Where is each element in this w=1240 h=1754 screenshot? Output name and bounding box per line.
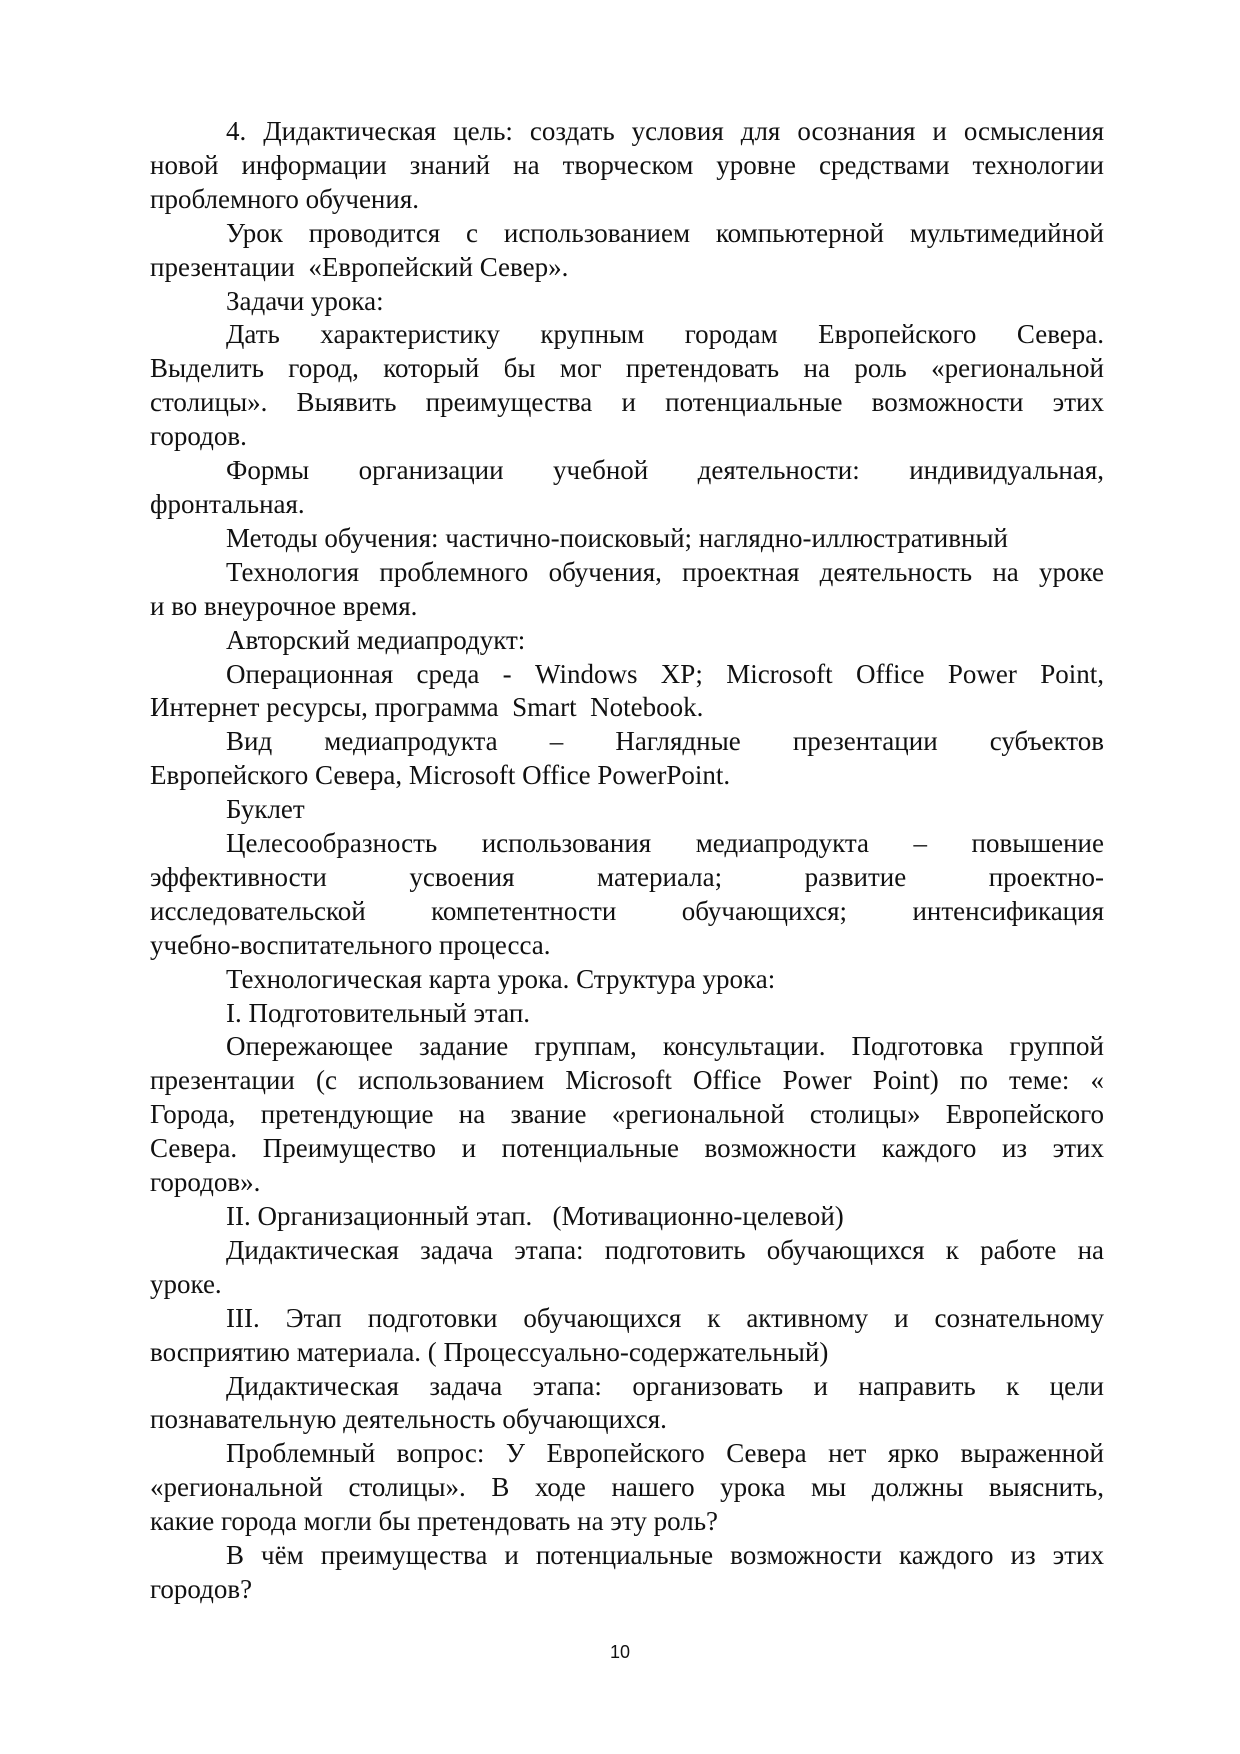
text-line: городов». [150,1167,261,1198]
text-line: Целесообразность использования медиапродукта – повышение [226,828,1104,859]
paragraph [150,454,1104,522]
text-line: Дать характеристику крупным городам Европейского Севера. [226,319,1104,350]
text-line: Проблемный вопрос: У Европейского Севера нет ярко выраженной [226,1438,1104,1469]
paragraph [150,522,1104,556]
text-line: городов? [150,1573,253,1604]
paragraph [150,1030,1104,1200]
paragraph [150,725,1104,793]
text-line: восприятию материала. ( Процессуально-содержательный) [150,1336,829,1367]
paragraph [150,1200,1104,1234]
paragraph [150,318,1104,454]
document-body [150,115,1104,1607]
text-line: Задачи урока: [226,285,384,316]
text-line: проблемного обучения. [150,183,419,214]
text-line: познавательную деятельность обучающихся. [150,1404,667,1435]
text-line: Технологическая карта урока. Структура урока: [226,963,776,994]
text-line: эффективности усвоения материала; развитие проектно- [150,861,1104,892]
text-line: Операционная среда - Windows XP; Microsoft Office Power Point, [226,658,1104,689]
text-line: новой информации знаний на творческом уровне средствами технологии [150,149,1104,180]
text-line: какие города могли бы претендовать на эту роль? [150,1506,719,1537]
paragraph [150,1370,1104,1438]
paragraph [150,658,1104,726]
paragraph [150,624,1104,658]
paragraph [150,963,1104,997]
text-line: Авторский медиапродукт: [226,624,526,655]
text-line: презентации (с использованием Microsoft Office Power Point) по теме: « [150,1065,1104,1096]
text-line: Опережающее задание группам, консультации. Подготовка группой [226,1031,1104,1062]
text-line: I. Подготовительный этап. [226,997,531,1028]
text-line: Дидактическая задача этапа: подготовить обучающихся к работе на [226,1234,1104,1265]
text-line: Севера. Преимущество и потенциальные возможности каждого из этих [150,1133,1104,1164]
text-line: II. Организационный этап. (Мотивационно-целевой) [226,1201,844,1231]
text-line: «региональной столицы». В ходе нашего урока мы должны выяснить, [150,1472,1104,1503]
text-line: фронтальная. [150,488,305,519]
paragraph [150,1437,1104,1539]
text-line: Буклет [226,794,305,825]
paragraph [150,1539,1104,1607]
text-line: Вид медиапродукта – Наглядные презентации субъектов [226,726,1104,757]
text-line: Методы обучения: частично-поисковый; наглядно-иллюстративный [226,522,1009,553]
text-line: Технология проблемного обучения, проектная деятельность на уроке [226,556,1104,587]
text-line: столицы». Выявить преимущества и потенциальные возможности этих [150,387,1104,418]
paragraph [150,1302,1104,1370]
text-line: Дидактическая задача этапа: организовать и направить к цели [226,1370,1104,1401]
text-line: уроке. [150,1268,222,1299]
paragraph [150,1234,1104,1302]
paragraph [150,217,1104,285]
text-line: 4. Дидактическая цель: создать условия для осознания и осмысления [226,116,1104,146]
text-line: Города, претендующие на звание «региональной столицы» Европейского [150,1099,1104,1130]
text-line: и во внеурочное время. [150,590,418,621]
paragraph [150,997,1104,1031]
text-line: презентации «Европейский Север». [150,251,569,282]
paragraph [150,285,1104,319]
paragraph [150,827,1104,963]
text-line: В чём преимущества и потенциальные возможности каждого из этих [226,1540,1104,1571]
text-line: Европейского Севера, Microsoft Office PowerPoint. [150,760,731,791]
text-line: Интернет ресурсы, программа Smart Notebook. [150,692,704,723]
text-line: Формы организации учебной деятельности: индивидуальная, [226,455,1104,486]
text-line: учебно-воспитательного процесса. [150,929,551,960]
text-line: III. Этап подготовки обучающихся к активному и сознательному [226,1302,1104,1333]
paragraph [150,793,1104,827]
text-line: исследовательской компетентности обучающихся; интенсификация [150,895,1104,926]
text-line: городов. [150,421,247,452]
paragraph [150,556,1104,624]
page-number: 10 [609,1642,631,1662]
text-line: Урок проводится с использованием компьютерной мультимедийной [226,217,1104,248]
text-line: Выделить город, который бы мог претендовать на роль «региональной [150,353,1104,384]
paragraph [150,115,1104,217]
